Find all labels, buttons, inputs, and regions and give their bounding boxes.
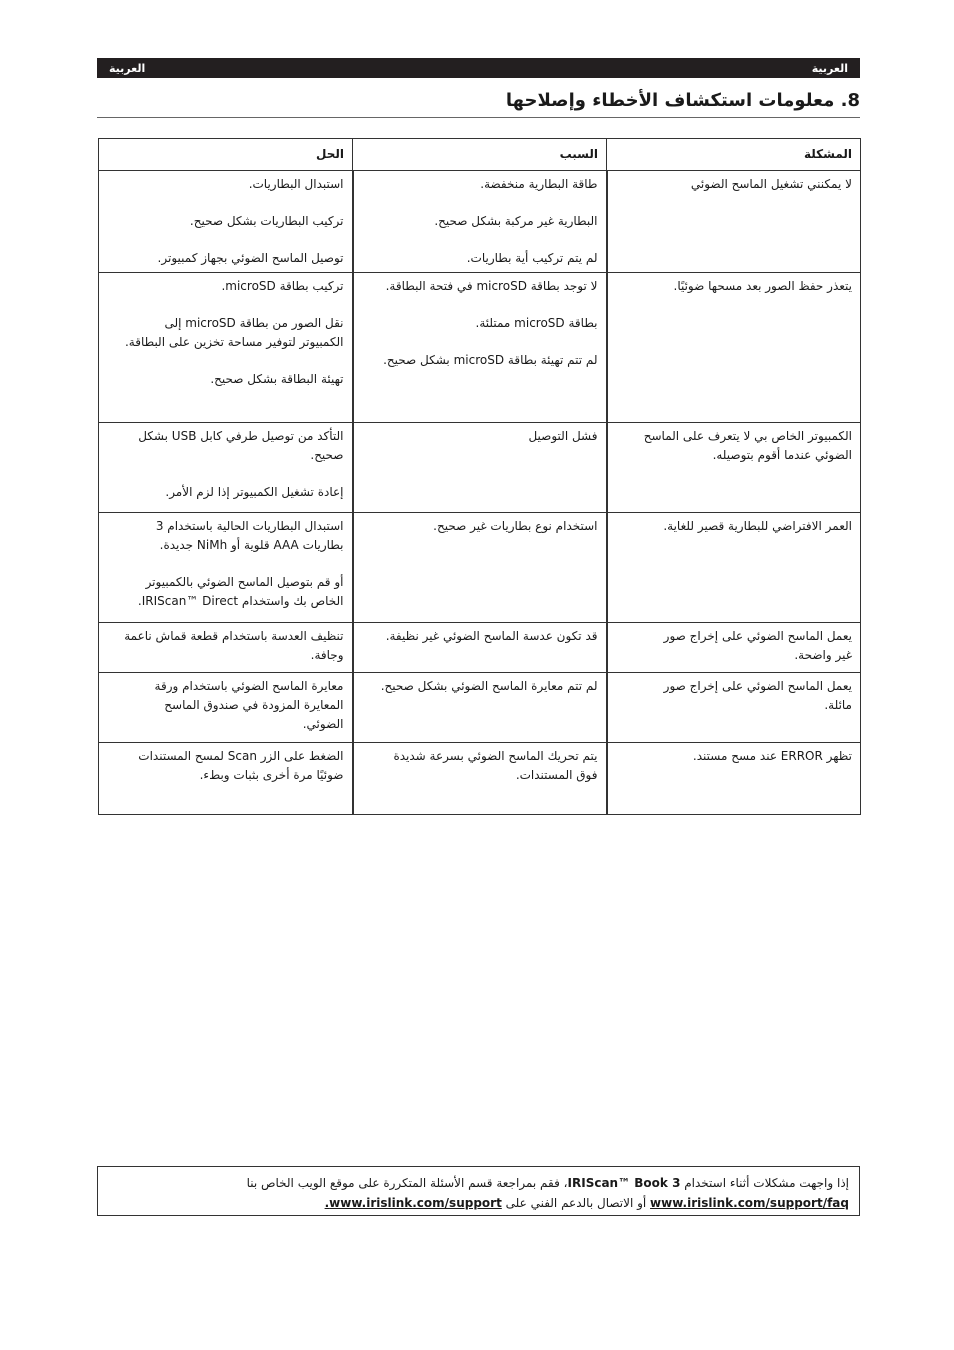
language-header-bar <box>97 58 860 78</box>
problem-cell <box>607 423 861 513</box>
support-note-end: . <box>324 1196 330 1210</box>
column-header-problem: المشكلة <box>607 139 861 171</box>
table-row <box>99 513 861 623</box>
support-note-text-2: ، فقم بمراجعة قسم الأسئلة المتكررة على موقع الويب الخاص بنا <box>246 1176 568 1190</box>
solution-text: معايرة الماسح الضوئي باستخدام ورقة المعايرة المزودة في صندوق الماسح الضوئي. <box>154 679 344 731</box>
cause-text: يتم تحريك الماسح الضوئي بسرعة شديدة فوق المستندات. <box>393 749 598 782</box>
cause-cell <box>353 423 607 513</box>
table-body <box>99 171 861 815</box>
solution-cell <box>99 273 353 423</box>
support-note-text-3: أو الاتصال بالدعم الفني على <box>501 1196 651 1210</box>
solution-text: تركيب بطاقة microSD. <box>221 279 344 293</box>
solution-cell <box>99 171 353 273</box>
solution-cell <box>99 423 353 513</box>
solution-text: نقل الصور من بطاقة microSD إلى الكمبيوتر لتوفير مساحة تخزين على البطاقة. <box>124 316 344 349</box>
problem-cell <box>607 171 861 273</box>
table-row <box>99 623 861 673</box>
cause-cell <box>353 673 607 743</box>
cause-text: لم تتم تهيئة بطاقة microSD بشكل صحيح. <box>383 353 598 367</box>
problem-cell <box>607 743 861 815</box>
problem-cell <box>607 273 861 423</box>
solution-text: التأكد من توصيل طرفي كابل USB بشكل صحيح. <box>138 429 344 462</box>
solution-text: تهيئة البطاقة بشكل صحيح. <box>210 372 344 386</box>
header-language-left: العربية <box>109 61 146 75</box>
faq-link[interactable]: www.irislink.com/support/faq <box>650 1196 849 1210</box>
section-title: 8. معلومات استكشاف الأخطاء وإصلاحها <box>97 90 860 118</box>
cause-cell <box>353 273 607 423</box>
solution-cell <box>99 623 353 673</box>
cause-cell <box>353 743 607 815</box>
solution-text: أو قم بتوصيل الماسح الضوئي بالكمبيوتر الخاص بك واستخدام IRIScan™ Direct. <box>137 575 344 608</box>
header-language-right: العربية <box>811 61 848 75</box>
problem-text: العمر الافتراضي للبطارية قصير للغاية. <box>663 519 852 533</box>
table-row <box>99 423 861 513</box>
table-row <box>99 743 861 815</box>
column-header-solution: الحل <box>99 139 353 171</box>
table-row <box>99 273 861 423</box>
cause-cell <box>353 171 607 273</box>
solution-text: إعادة تشغيل الكمبيوتر إذا لزم الأمر. <box>165 485 344 499</box>
problem-text: يعمل الماسح الضوئي على إخراج صور مائلة. <box>663 679 852 712</box>
solution-text: الضغط على الزر Scan لمسح المستندات ضوئيًا مرة أخرى بثبات وبطء. <box>138 749 344 782</box>
cause-text: لا توجد بطاقة microSD في فتحة البطاقة. <box>385 279 598 293</box>
cause-cell <box>353 513 607 623</box>
solution-text: استبدال البطاريات الحالية باستخدام 3 بطاريات AAA قلوية أو NiMh جديدة. <box>155 519 344 552</box>
problem-text: يعمل الماسح الضوئي على إخراج صور غير واضحة. <box>663 629 852 662</box>
cause-text: بطاقة microSD ممتلئة. <box>475 316 598 330</box>
problem-cell <box>607 513 861 623</box>
table-row <box>99 171 861 273</box>
problem-text: تظهر ERROR عند مسح مستند. <box>692 749 852 763</box>
column-header-cause: السبب <box>353 139 607 171</box>
solution-text: تنظيف العدسة باستخدام قطعة قماش ناعمة وجافة. <box>124 629 344 662</box>
cause-text: استخدام نوع بطاريات غير صحيح. <box>433 519 598 533</box>
problem-text: يتعذر حفظ الصور بعد مسحها ضوئيًا. <box>673 279 852 293</box>
cause-text: طاقة البطارية منخفضة. <box>480 177 598 191</box>
solution-cell <box>99 673 353 743</box>
solution-text: استبدال البطاريات. <box>248 177 344 191</box>
problem-text: الكمبيوتر الخاص بي لا يتعرف على الماسح الضوئي عندما أقوم بتوصيله. <box>643 429 852 462</box>
support-note-box <box>97 1166 860 1216</box>
cause-cell <box>353 623 607 673</box>
troubleshooting-table <box>98 138 861 815</box>
cause-text: لم تتم معايرة الماسح الضوئي بشكل صحيح. <box>380 679 598 693</box>
cause-text: فشل التوصيل <box>528 429 598 443</box>
problem-cell <box>607 673 861 743</box>
cause-text: لم يتم تركيب أية بطاريات. <box>466 251 598 265</box>
solution-text: توصيل الماسح الضوئي بجهاز كمبيوتر. <box>157 251 344 265</box>
solution-text: تركيب البطاريات بشكل صحيح. <box>189 214 344 228</box>
table-row <box>99 673 861 743</box>
table-header-row <box>99 139 861 171</box>
solution-cell <box>99 513 353 623</box>
cause-text: البطارية غير مركبة بشكل صحيح. <box>434 214 598 228</box>
support-note-text-1: إذا واجهت مشكلات أثناء استخدام <box>680 1176 849 1190</box>
support-link[interactable]: www.irislink.com/support <box>329 1196 502 1210</box>
problem-cell <box>607 623 861 673</box>
product-name: IRIScan™ Book 3 <box>567 1176 681 1190</box>
problem-text: لا يمكنني تشغيل الماسح الضوئي <box>690 177 852 191</box>
solution-cell <box>99 743 353 815</box>
cause-text: قد تكون عدسة الماسح الضوئي غير نظيفة. <box>385 629 598 643</box>
